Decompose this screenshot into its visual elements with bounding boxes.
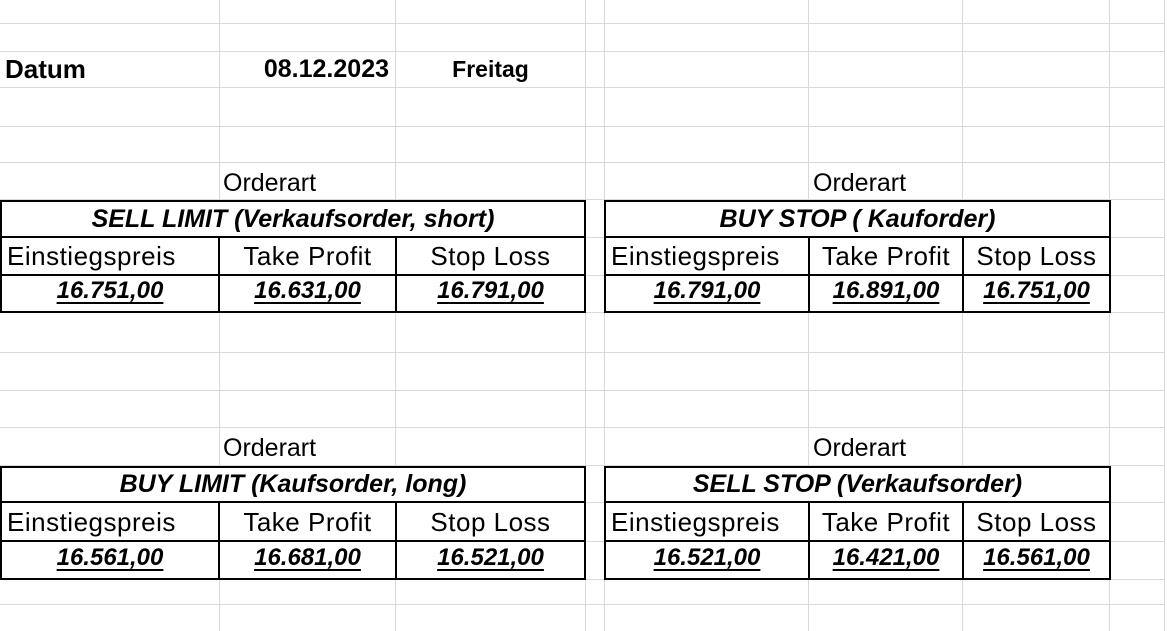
order-table-sell-limit [0,200,586,313]
header-stop-loss[interactable]: Stop Loss [397,503,584,542]
table-title[interactable]: SELL LIMIT (Verkaufsorder, short) [2,202,584,238]
table-title[interactable]: SELL STOP (Verkaufsorder) [606,468,1109,503]
orderart-label[interactable]: Orderart [223,169,317,197]
value-take-profit[interactable]: 16.681,00 [220,542,397,578]
order-table-sell-stop [604,466,1111,580]
header-stop-loss[interactable]: Stop Loss [397,238,584,276]
value-stop-loss[interactable]: 16.751,00 [983,277,1090,304]
value-take-profit[interactable]: 16.891,00 [810,276,964,311]
header-stop-loss[interactable]: Stop Loss [964,238,1109,276]
orderart-label[interactable]: Orderart [813,434,907,462]
order-table-buy-limit [0,466,586,580]
header-take-profit[interactable]: Take Profit [220,238,397,276]
date-value-cell[interactable]: 08.12.2023 [263,55,389,83]
orderart-label[interactable]: Orderart [223,434,317,462]
header-take-profit[interactable]: Take Profit [810,503,964,542]
header-einstiegspreis[interactable]: Einstiegspreis [606,503,810,542]
value-stop-loss[interactable]: 16.521,00 [437,544,544,571]
header-einstiegspreis[interactable]: Einstiegspreis [606,238,810,276]
order-table-buy-stop [604,200,1111,313]
weekday-cell[interactable]: Freitag [452,56,529,82]
header-stop-loss[interactable]: Stop Loss [964,503,1109,542]
value-einstiegspreis[interactable]: 16.561,00 [2,542,220,578]
value-einstiegspreis[interactable]: 16.521,00 [606,542,810,578]
table-title[interactable]: BUY LIMIT (Kaufsorder, long) [2,468,584,503]
value-einstiegspreis[interactable]: 16.751,00 [2,276,220,311]
header-take-profit[interactable]: Take Profit [220,503,397,542]
header-take-profit[interactable]: Take Profit [810,238,964,276]
value-einstiegspreis[interactable]: 16.791,00 [606,276,810,311]
table-title[interactable]: BUY STOP ( Kauforder) [606,202,1109,238]
value-take-profit[interactable]: 16.631,00 [220,276,397,311]
value-take-profit[interactable]: 16.421,00 [810,542,964,578]
value-stop-loss[interactable]: 16.791,00 [437,277,544,304]
datum-label-cell[interactable]: Datum [5,54,86,84]
value-stop-loss[interactable]: 16.561,00 [983,544,1090,571]
orderart-label[interactable]: Orderart [813,169,907,197]
header-einstiegspreis[interactable]: Einstiegspreis [2,503,220,542]
header-einstiegspreis[interactable]: Einstiegspreis [2,238,220,276]
